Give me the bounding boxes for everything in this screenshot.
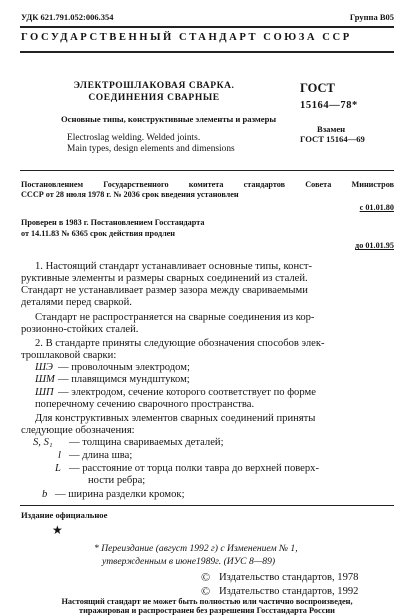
symbol-b-text: — ширина разделки кромок; — [55, 489, 185, 500]
symbol-l: l — [58, 450, 61, 461]
title-line-1: ЭЛЕКТРОШЛАКОВАЯ СВАРКА. — [73, 81, 235, 91]
method-code-shm: ШМ — [35, 374, 55, 385]
method-text-she: — проволочным электродом; — [58, 362, 190, 373]
date-from: с 01.01.80 — [359, 203, 394, 212]
body-rule — [20, 505, 394, 506]
decree-line-2: СССР от 28 июля 1978 г. № 2036 срок введения установлен — [21, 190, 239, 199]
para-1-line-1: 1. Настоящий стандарт устанавливает основные типы, конст- — [35, 261, 312, 272]
para-2-line-1: Стандарт не распространяется на сварные соединения из кор- — [35, 312, 315, 323]
para-1-line-2: руктивные элементы и размеры сварных соединений из сталей. — [21, 273, 308, 284]
checked-line-2: от 14.11.83 № 6365 срок действия продлен — [21, 229, 176, 238]
gost-number: 15164—78* — [300, 100, 358, 111]
title-line-2: СОЕДИНЕНИЯ СВАРНЫЕ — [88, 93, 220, 103]
copyright-icon-2: © — [201, 584, 211, 598]
state-standard-heading: ГОСУДАРСТВЕННЫЙ СТАНДАРТ СОЮЗА ССР — [21, 32, 352, 43]
para-4-line-1: Для конструктивных элементов сварных соединений приняты — [35, 413, 316, 424]
gost-label: ГОСТ — [300, 81, 335, 95]
heading-rule — [20, 51, 394, 53]
method-text-shm: — плавящимся мундштуком; — [58, 374, 190, 385]
english-title-line-1: Electroslag welding. Welded joints. — [67, 133, 201, 143]
replaces-value: ГОСТ 15164—69 — [300, 134, 365, 144]
symbol-s-text: — толщина свариваемых деталей; — [69, 437, 224, 448]
star-icon: ★ — [52, 523, 63, 537]
copyright-1978: Издательство стандартов, 1978 — [219, 572, 359, 583]
subtitle: Основные типы, конструктивные элементы и размеры — [61, 114, 277, 124]
replaces-label: Взамен — [317, 124, 346, 134]
para-4-line-2: следующие обозначения: — [21, 425, 135, 436]
decree-line-1: Постановлением Государственного комитета стандартов Совета Министров — [21, 180, 394, 189]
group-code: Группа В05 — [349, 12, 394, 22]
method-code-shp: ШП — [35, 387, 54, 398]
reproduction-notice-line-1: Настоящий стандарт не может быть полностью или частично воспроизведен, — [61, 597, 353, 606]
copyright-icon: © — [201, 570, 211, 584]
para-3-line-1: 2. В стандарте приняты следующие обозначения способов элек- — [35, 338, 325, 349]
symbol-s: S, S₁ — [33, 437, 53, 448]
para-1-line-3: Стандарт не устанавливает размер зазора между свариваемыми — [21, 285, 308, 296]
method-code-she: ШЭ — [35, 362, 53, 373]
method-text-shp: — электродом, сечение которого соответствует по форме — [58, 387, 316, 398]
reproduction-notice-line-2: тиражирован и распространен без разрешения Госстандарта России — [79, 606, 335, 615]
copyright-1992: Издательство стандартов, 1992 — [219, 586, 359, 597]
reissue-line-1: * Переиздание (август 1992 г) с Изменением № 1, — [94, 543, 298, 554]
symbol-L-text: — расстояние от торца полки тавра до верхней поверх- — [69, 463, 320, 474]
symbol-l-text: — длина шва; — [69, 450, 133, 461]
para-1-line-4: деталями перед сваркой. — [21, 297, 132, 308]
official-edition: Издание официальное — [21, 510, 108, 520]
english-title-line-2: Main types, design elements and dimensions — [67, 144, 235, 154]
symbol-L: L — [55, 463, 61, 474]
symbol-L-text-cont: ности ребра; — [88, 475, 146, 486]
para-3-line-2: трошлаковой сварки: — [21, 350, 117, 361]
date-until: до 01.01.95 — [355, 241, 394, 250]
symbol-b: b — [42, 489, 48, 500]
reissue-line-2: утвержденным в июне1989г. (ИУС 8—89) — [102, 556, 276, 567]
title-block-rule — [20, 170, 394, 171]
para-2-line-2: розионно-стойких сталей. — [21, 324, 139, 335]
method-text-shp-cont: поперечному сечению сварочного пространства. — [35, 399, 255, 410]
udk-code: УДК 621.791.052:006.354 — [21, 12, 114, 22]
top-rule — [20, 26, 394, 28]
checked-line-1: Проверен в 1983 г. Постановлением Госстандарта — [21, 218, 205, 227]
